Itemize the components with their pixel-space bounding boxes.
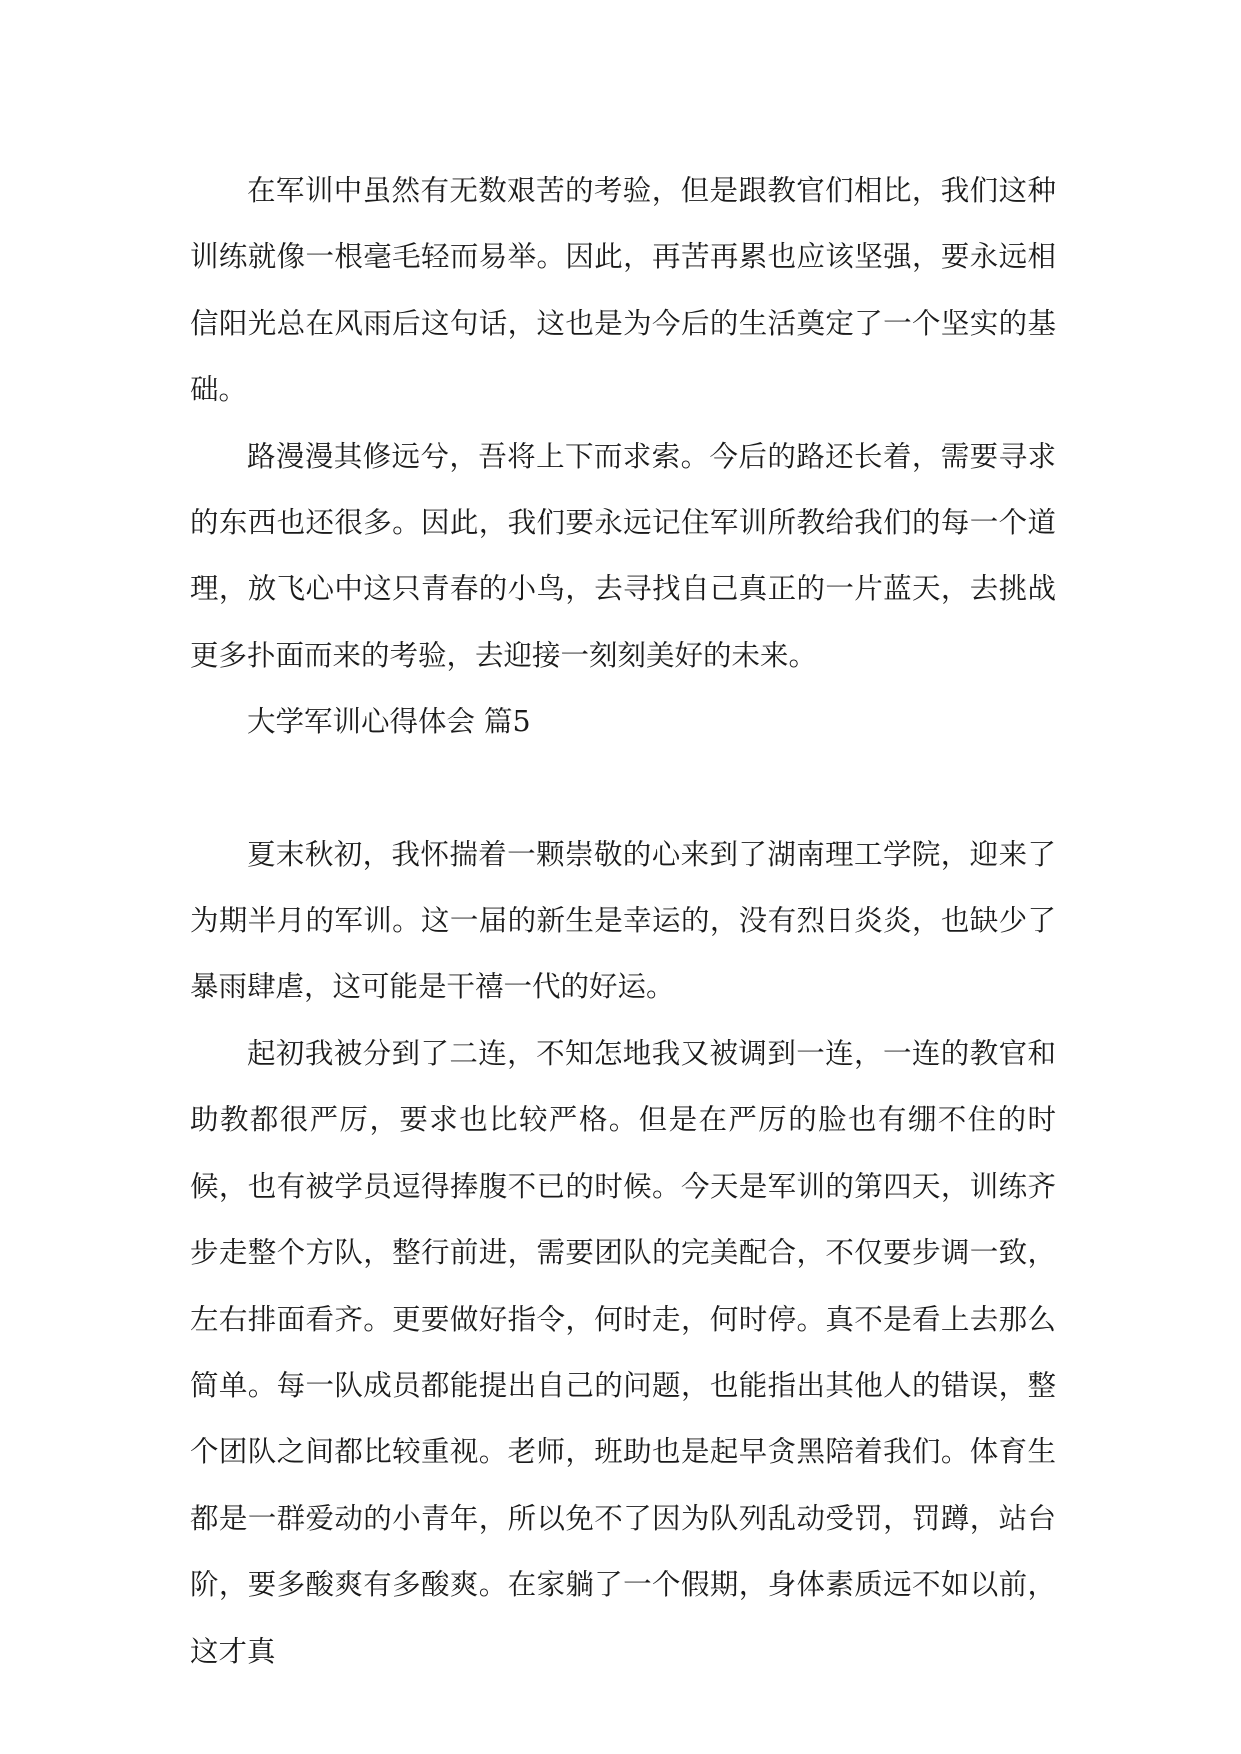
paragraph-company-training: 起初我被分到了二连，不知怎地我又被调到一连，一连的教官和助教都很严厉，要求也比较严格。但是在严厉的脸也有绷不住的时候，也有被学员逗得捧腹不已的时候。今天是军训的第四天，训练齐步走整个方队，整行前进，需要团队的完美配合，不仅要步调一致，左右排面看齐。更要做好指令，何时走，何时停。真不是看上去那么简单。每一队成员都能提出自己的问题，也能指出其他人的错误，整个团队之间都比较重视。老师，班助也是起早贪黑陪着我们。体育生都是一群爱动的小青年，所以免不了因为队列乱动受罚，罚蹲，站台阶，要多酸爽有多酸爽。在家躺了一个假期，身体素质远不如以前，这才真 — [190, 1036, 1056, 1668]
paragraph-arrival: 夏末秋初，我怀揣着一颗崇敬的心来到了湖南理工学院，迎来了为期半月的军训。这一届的新生是幸运的，没有烈日炎炎，也缺少了暴雨肆虐，这可能是干禧一代的好运。 — [190, 837, 1056, 1004]
document-body — [190, 158, 1056, 1685]
paragraph-training-hardship: 在军训中虽然有无数艰苦的考验，但是跟教官们相比，我们这种训练就像一根毫毛轻而易举。因此，再苦再累也应该坚强，要永远相信阳光总在风雨后这句话，这也是为今后的生活奠定了一个坚实的基础。 — [190, 174, 1056, 407]
section-heading: 大学军训心得体会 篇5 — [247, 705, 531, 739]
paragraph-long-road: 路漫漫其修远兮，吾将上下而求索。今后的路还长着，需要寻求的东西也还很多。因此，我们要永远记住军训所教给我们的每一个道理，放飞心中这只青春的小鸟，去寻找自己真正的一片蓝天，去挑战更多扑面而来的考验，去迎接一刻刻美好的未来。 — [190, 439, 1056, 672]
